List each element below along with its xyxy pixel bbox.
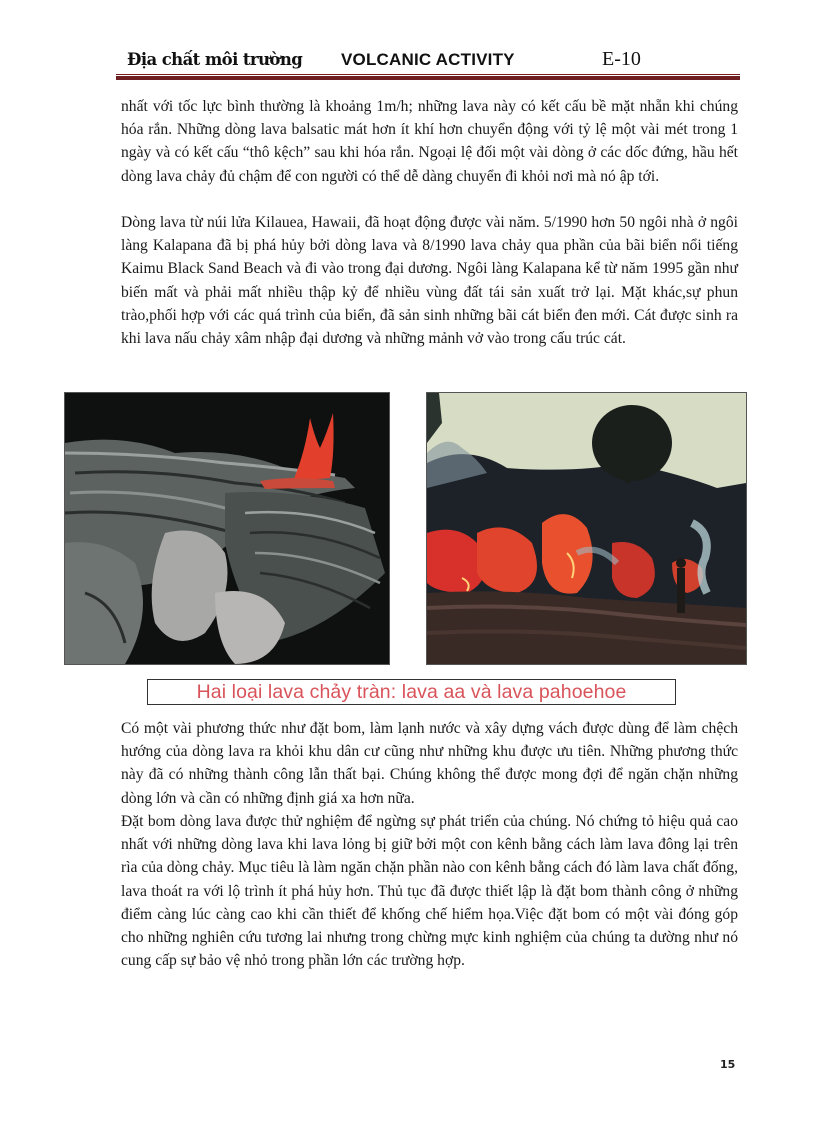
page-number: 15 [720, 1058, 736, 1071]
header-rule-thin [116, 74, 740, 75]
paragraph-lava-speed: nhất với tốc lực bình thường là khoảng 1m/h; những lava này có kết cấu bề mặt nhẵn khi chúng hóa rắn. Những dòng lava balsatic mát hơn ít khí hơn chuyển động với tỷ lệ một vài mét trong 1 ngày và có kết cấu “thô kệch” sau khi hóa rắn. Ngoại lệ đối một vài dòng ở các dốc đứng, hầu hết dòng lava chảy đủ chậm để con người có thể dễ dàng chuyển đi khỏi nơi mà nó ập tới. [121, 98, 738, 185]
paragraph-diversion-methods: Có một vài phương thức như đặt bom, làm lạnh nước và xây dựng vách được dùng để làm chệch hướng của dòng lava ra khỏi khu dân cư cũng như những khu được ưu tiên. Những phương thức này đã có những thành công lẫn thất bại. Chúng không thể được mong đợi để ngăn chặn những dòng lớn và cần có những định giá xa hơn nữa. [121, 720, 738, 807]
paragraph-bombing: Đặt bom dòng lava được thử nghiệm để ngừng sự phát triển của chúng. Nó chứng tỏ hiệu quả cao nhất với những dòng lava khi lava lỏng bị giữ bởi một con kênh bằng cách làm lava đông lại trên rìa của dòng chảy. Mục tiêu là làm ngăn chặn phần nào con kênh bằng cách đó làm lava chất đống, lava thoát ra với lộ trình ít phá hủy hơn. Thủ tục đã được thiết lập là đặt bom thành công ở những điểm càng lúc càng cao khi cần thiết để khống chế hiểm họa.Việc đặt bom có một vài đóng góp cho những nghiên cứu tương lai nhưng trong chừng mực kinh nghiệm của chúng ta dường như nó cung cấp sự bảo vệ nhỏ trong phần lớn các trường hợp. [121, 813, 738, 970]
pahoehoe-lava-image [65, 393, 389, 664]
figure-caption-box [147, 679, 676, 705]
header-title: VOLCANIC ACTIVITY [341, 50, 515, 69]
header-rule-thick [116, 76, 740, 80]
aa-lava-flow-photo [426, 392, 747, 665]
pahoehoe-lava-photo [64, 392, 390, 665]
header-code: E-10 [602, 48, 641, 70]
header-subject: Địa chất môi trường [127, 50, 303, 69]
aa-lava-flow-image [427, 393, 746, 664]
paragraph-kilauea: Dòng lava từ núi lửa Kilauea, Hawaii, đã hoạt động được vài năm. 5/1990 hơn 50 ngôi nhà ở ngôi làng Kalapana đã bị phá hủy bởi dòng lava và 8/1990 lava chảy qua phần của bãi biển nổi tiếng Kaimu Black Sand Beach và đi vào trong đại dương. Ngôi làng Kalapana kể từ năm 1995 gần như biến mất và phải mất nhiều thập kỷ để nhiều vùng đất tái sản xuất trở lại. Mặt khác,sự phun trào,phối hợp với các quá trình của biển, đã sản sinh những bãi cát biển đen mới. Cát được sinh ra khi lava nấu chảy xâm nhập đại dương và những mảnh vở vào trong cấu trúc cát. [121, 214, 738, 348]
figure-caption: Hai loại lava chảy tràn: lava aa và lava pahoehoe [196, 680, 627, 703]
